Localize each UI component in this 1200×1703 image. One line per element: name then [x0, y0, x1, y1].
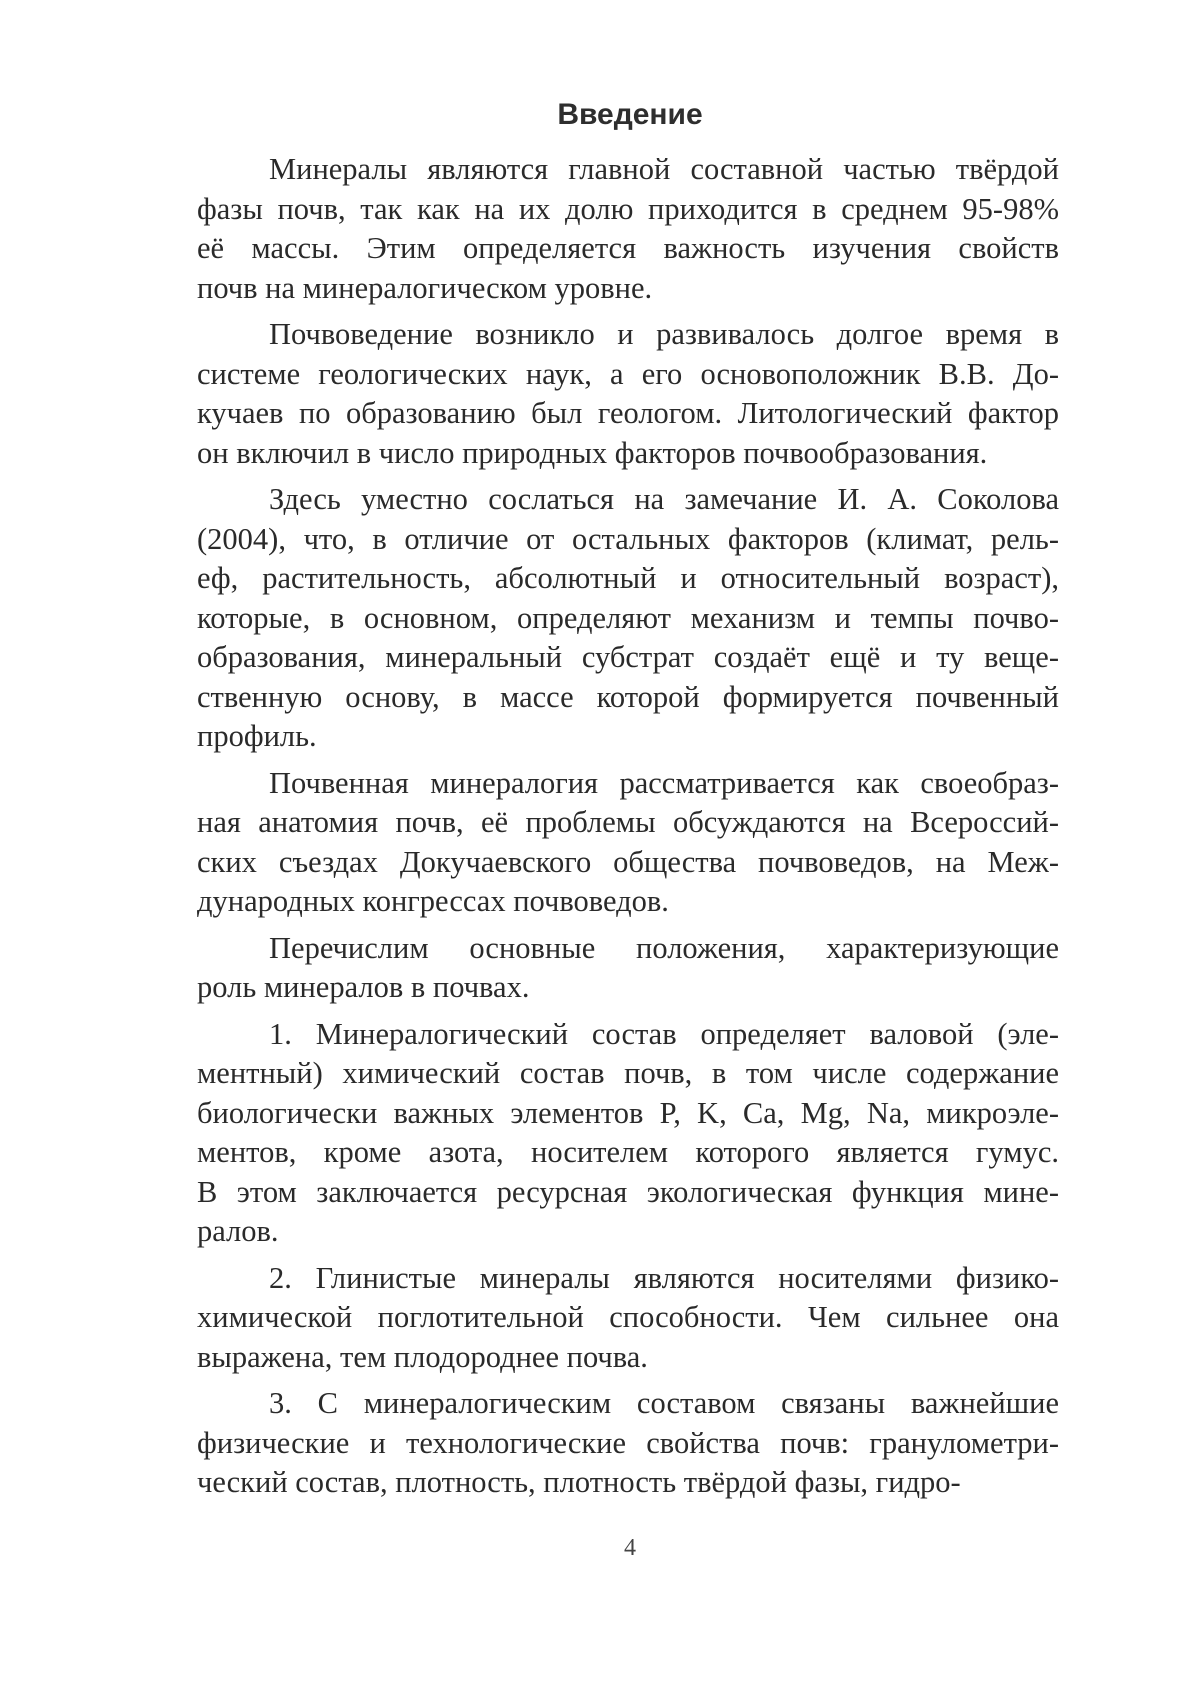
- text-line: ческий состав, плотность, плотность твёрдой фазы, гидро-: [197, 1465, 961, 1499]
- text-line: ментов, кроме азота, носителем которого является гумус.: [197, 1135, 1059, 1169]
- text-line: почв на минералогическом уровне.: [197, 270, 653, 305]
- text-line: ских съездах Докучаевского общества почвоведов, на Меж-: [197, 844, 1059, 879]
- text-line: ная анатомия почв, её проблемы обсуждаются на Всероссий-: [197, 805, 1059, 839]
- text-line: её массы. Этим определяется важность изучения свойств: [197, 231, 1059, 265]
- text-line: физические и технологические свойства почв: гранулометри-: [197, 1425, 1059, 1460]
- text-line: биологически важных элементов P, K, Ca, Mg, Na, микроэле-: [197, 1095, 1059, 1130]
- paragraph: [197, 315, 1059, 473]
- text-line: роль минералов в почвах.: [197, 970, 530, 1004]
- page-title: Введение: [557, 98, 703, 131]
- text-line: кучаев по образованию был геологом. Литологический фактор: [197, 396, 1059, 430]
- text-line: ментный) химический состав почв, в том числе содержание: [197, 1056, 1059, 1090]
- paragraph: [197, 929, 1059, 1008]
- paragraph: [197, 480, 1059, 757]
- text-line: еф, растительность, абсолютный и относительный возраст),: [197, 561, 1059, 595]
- body-text: [197, 150, 1059, 1510]
- text-line: дународных конгрессах почвоведов.: [197, 884, 669, 918]
- text-line: химической поглотительной способности. Чем сильнее она: [197, 1300, 1059, 1334]
- text-line: 1. Минералогический состав определяет валовой (эле-: [269, 1016, 1059, 1051]
- text-line: фазы почв, так как на их долю приходится в среднем 95-98%: [197, 191, 1059, 226]
- text-line: В этом заключается ресурсная экологическая функция мине-: [197, 1174, 1059, 1209]
- text-line: образования, минеральный субстрат создаёт ещё и ту веще-: [197, 640, 1059, 674]
- text-line: (2004), что, в отличие от остальных факторов (климат, рель-: [197, 521, 1059, 556]
- text-line: он включил в число природных факторов почвообразования.: [197, 435, 988, 470]
- text-line: Почвенная минералогия рассматривается как своеобраз-: [269, 765, 1059, 800]
- paragraph: [197, 1384, 1059, 1503]
- text-line: Минералы являются главной составной частью твёрдой: [269, 152, 1059, 186]
- paragraph: [197, 1015, 1059, 1252]
- paragraph: [197, 1259, 1059, 1378]
- text-line: выражена, тем плодороднее почва.: [197, 1339, 648, 1374]
- text-line: ственную основу, в массе которой формируется почвенный: [197, 679, 1059, 714]
- page-number: 4: [624, 1535, 636, 1561]
- paragraph: [197, 150, 1059, 308]
- paragraph: [197, 764, 1059, 922]
- text-line: 3. С минералогическим составом связаны важнейшие: [269, 1386, 1059, 1420]
- text-line: которые, в основном, определяют механизм и темпы почво-: [197, 600, 1059, 635]
- text-line: Здесь уместно сослаться на замечание И. А. Соколова: [269, 482, 1059, 516]
- text-line: системе геологических наук, а его основоположник В.В. До-: [197, 356, 1059, 391]
- text-line: Перечислим основные положения, характеризующие: [269, 930, 1059, 965]
- text-line: профиль.: [197, 719, 317, 753]
- text-line: 2. Глинистые минералы являются носителями физико-: [269, 1260, 1059, 1295]
- text-line: ралов.: [197, 1214, 279, 1248]
- text-line: Почвоведение возникло и развивалось долгое время в: [269, 317, 1059, 351]
